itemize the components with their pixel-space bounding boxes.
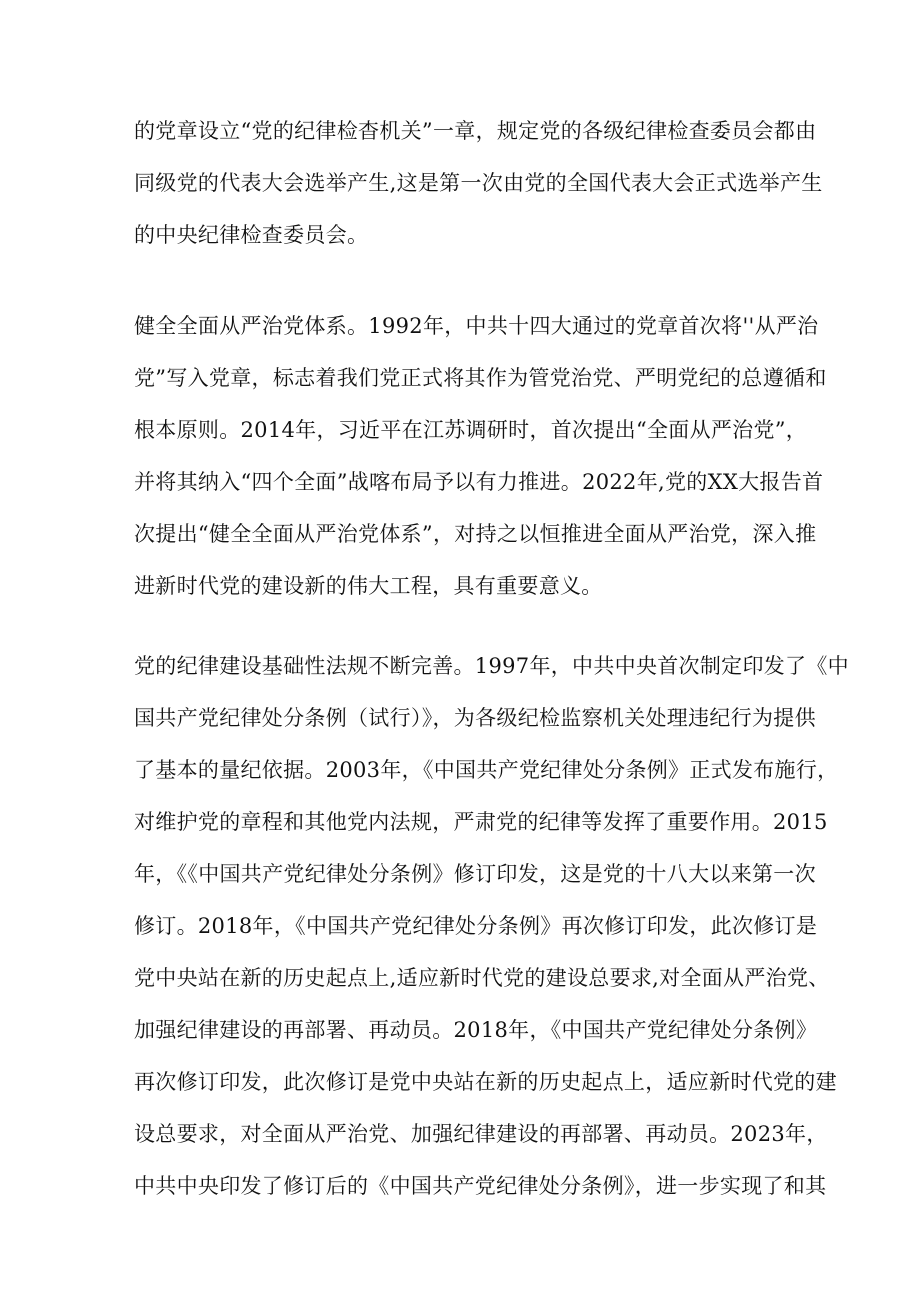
text-line: 次提出“健全全面从严治党体系”，对持之以恒推进全面从严治党，深入推 bbox=[134, 522, 817, 546]
paragraph-1 bbox=[134, 105, 823, 261]
text-line: 健全全面从严治党体系。1992年，中共十四大通过的党章首次将''从严治 bbox=[134, 314, 819, 338]
text-line: 党中央站在新的历史起点上,适应新时代党的建设总要求,对全面从严治党、 bbox=[134, 966, 830, 990]
text-line: 中共中央印发了修订后的《中国共产党纪律处分条例》，进一步实现了和其 bbox=[134, 1174, 827, 1198]
text-line: 党”写入党章，标志着我们党正式将其作为管党治党、严明党纪的总遵循和 bbox=[134, 366, 827, 390]
text-line: 的党章设立“党的纪律检杳机关”一章，规定党的各级纪律检查委员会都由 bbox=[134, 119, 817, 143]
text-line: 的中央纪律检查委员会。 bbox=[134, 223, 369, 247]
text-line: 根本原则。2014年，习近平在江苏调研时，首次提出“全面从严治党”， bbox=[134, 418, 808, 442]
text-line: 了基本的量纪依据。2003年，《中国共产党纪律处分条例》正式发布施行， bbox=[134, 758, 839, 782]
text-line: 党的纪律建设基础性法规不断完善。1997年，中共中央首次制定印发了《中 bbox=[134, 654, 849, 678]
text-line: 加强纪律建设的再部署、再动员。2018年，《中国共产党纪律处分条例》 bbox=[134, 1018, 818, 1042]
text-line: 进新时代党的建设新的伟大工程，具有重要意义。 bbox=[134, 574, 603, 598]
text-line: 并将其纳入“四个全面”战喀布局予以有力推进。2022年,党的XX大报告首 bbox=[134, 470, 824, 494]
text-line: 设总要求，对全面从严治党、加强纪律建设的再部署、再动员。2023年， bbox=[134, 1122, 828, 1146]
text-line: 修订。2018年，《中国共产党纪律处分条例》再次修订印发，此次修订是 bbox=[134, 914, 818, 938]
text-line: 再次修订印发，此次修订是党中央站在新的历史起点上，适应新时代党的建 bbox=[134, 1070, 837, 1094]
paragraph-2 bbox=[134, 300, 827, 612]
text-line: 年，《《中国共产党纪律处分条例》修订印发，这是党的十八大以来第一次 bbox=[134, 862, 816, 886]
paragraph-3 bbox=[134, 640, 849, 1212]
text-line: 对维护党的章程和其他党内法规，严肃党的纪律等发挥了重要作用。2015 bbox=[134, 810, 828, 834]
text-line: 国共产党纪律处分条例（试行）》，为各级纪检监察机关处理违纪行为提供 bbox=[134, 706, 816, 730]
text-line: 同级党的代表大会选举产生,这是第一次由党的全国代表大会正式选举产生 bbox=[134, 171, 823, 195]
